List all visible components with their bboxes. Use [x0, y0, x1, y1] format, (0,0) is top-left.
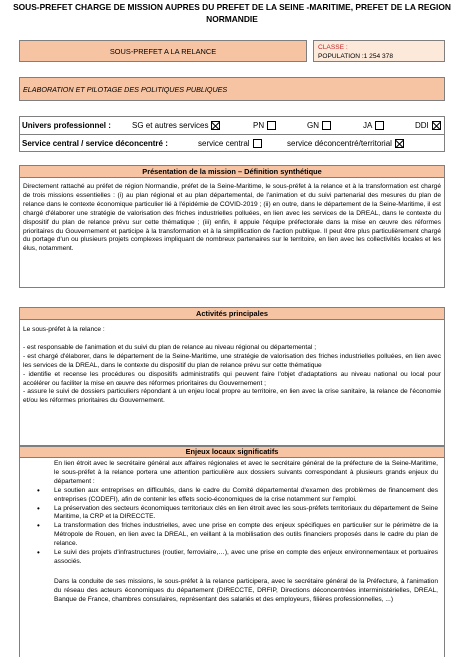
enjeux-title: Enjeux locaux significatifs — [19, 446, 445, 458]
enjeux-list — [54, 487, 438, 567]
activites-item: - assure le suivi de dossiers particuliers répondant à un enjeu local propre au territoire, en lien avec la crise sanitaire, la relance de l'économie et/ou les réformes prioritaires du Gouvernement. — [23, 388, 441, 405]
presentation-title: Présentation de la mission – Définition synthétique — [19, 165, 445, 178]
activites-body — [19, 320, 445, 446]
population-value: POPULATION :1 254 378 — [318, 53, 394, 60]
enjeux-bullet: • La préservation des secteurs économiques territoriaux clés en lien étroit avec les sous-préfets territoriaux du département de Seine Maritime, la CRP et la DIRECCTE. — [54, 505, 438, 523]
activites-item: - est responsable de l'animation et du suivi du plan de relance au niveau régional ou départemental ; — [23, 343, 317, 351]
checkbox-central[interactable] — [253, 139, 262, 148]
enjeux-bullet: • Le suivi des projets d'infrastructures (routier, ferroviaire,…), avec une prise en compte des enjeux environnementaux et portuaires associés. — [54, 549, 438, 567]
checkbox-ja[interactable] — [375, 121, 384, 130]
post-title: SOUS-PREFET A LA RELANCE — [109, 46, 217, 56]
checkbox-pn[interactable] — [267, 121, 276, 130]
univers-row — [19, 116, 445, 135]
classe-label: CLASSE : — [318, 44, 348, 51]
univers-option-ddi[interactable]: DDI — [415, 117, 441, 134]
enjeux-bullet: • Le soutien aux entreprises en difficultés, dans le cadre du Comité départemental d'examen des problèmes de financement des entreprises (CODEFI), afin de contenir les effets socio-économiques de la crise notamment sur l'emploi. — [54, 487, 438, 505]
header-line-1: SOUS-PREFET CHARGE DE MISSION AUPRES DU PREFET DE LA SEINE -MARITIME, PREFET DE LA REGION — [13, 2, 451, 12]
enjeux-intro: En lien étroit avec le secrétaire général aux affaires régionales et avec le secrétaire général de la préfecture de la Seine-Maritime, le sous-préfet à la relance portera une attention particulière aux dossiers suivants correspondant à plusieurs grands enjeux du département : — [54, 460, 438, 485]
service-row — [19, 134, 445, 152]
univers-label: Univers professionnel : — [22, 121, 111, 130]
classe-box — [313, 40, 445, 62]
enjeux-closing: Dans la conduite de ses missions, le sous-préfet à la relance participera, avec le secrétaire général de la Préfecture, à l'animation du réseau des acteurs économiques du département (DIRECCTE, DRFIP, Directions déconcentrées interministérielles, DREAL, Banque de France, chambres consulaires, représentant des salariés et des employeurs, filières professionnelles, ...) — [54, 577, 438, 603]
service-option-central[interactable]: service central — [198, 135, 262, 151]
checkbox-sg[interactable] — [211, 121, 220, 130]
post-title-box — [19, 40, 307, 62]
activites-item: - identifie et recense les procédures ou dispositifs administratifs qui peuvent faire l'objet d'adaptations au niveau national ou local pour accélérer ou faciliter la mise en œuvre des réformes prioritaires du Gouvernement ; — [23, 370, 441, 387]
univers-option-sg[interactable]: SG et autres services — [132, 117, 220, 134]
univers-option-pn[interactable]: PN — [253, 117, 276, 134]
document-header — [4, 1, 460, 25]
enjeux-bullet: • La transformation des friches industrielles, avec une prise en compte des enjeux spécifiques en particulier sur le périmètre de la Métropole de Rouen, en lien avec la DREAL, en veillant à la mobilisation des outils financiers proposés dans le cadre du plan de relance. — [54, 522, 438, 549]
enjeux-body — [19, 458, 445, 657]
service-option-deconcentre[interactable]: service déconcentré/territorial — [287, 135, 404, 151]
presentation-body — [19, 178, 445, 288]
activites-item: - est chargé d'élaborer, dans le département de la Seine-Maritime, une stratégie de valorisation des friches industrielles polluées, en lien avec les services de la DREAL, dans le contexte du dispositif du plan de relance prévu sur cette thématique — [23, 352, 441, 369]
header-line-2: NORMANDIE — [206, 14, 258, 24]
presentation-text: Directement rattaché au préfet de région Normandie, préfet de la Seine-Maritime, le sous-préfet à la relance et à la transformation est chargé de trois missions essentielles : (i) au plan régional et au plan départemental, de l'animation et du suivi partenarial des mesures du plan de relance dans le contexte économique particulier lié à l'épidémie de COVID-2019 ; (ii) en outre, dans le département de la Seine-Maritime, il est chargé d'élaborer une stratégie de valorisation des friches industrielles polluées, en lien avec les services de la DREAL, dans le contexte du dispositif du plan de relance prévu sur cette thématique ; (iii) enfin, il appuie l'équipe préfectorale dans la mise en œuvre des réformes prioritaires du Gouvernement et participe à la transformation et à la simplification de l'action publique. Il peut être plus particulièrement chargé du portage d'un ou plusieurs projets complexes impliquant de nombreux partenaires sur le territoire, en lien avec les collectivités locales et les élus, notamment. — [23, 183, 441, 253]
activites-intro: Le sous-préfet à la relance : — [23, 326, 105, 333]
checkbox-ddi[interactable] — [432, 121, 441, 130]
univers-option-ja[interactable]: JA — [363, 117, 384, 134]
domain-box — [19, 77, 445, 101]
checkbox-gn[interactable] — [322, 121, 331, 130]
domain-label: ELABORATION ET PILOTAGE DES POLITIQUES PUBLIQUES — [23, 84, 228, 94]
service-label: Service central / service déconcentré : — [22, 138, 168, 148]
checkbox-deconcentre[interactable] — [395, 139, 404, 148]
univers-option-gn[interactable]: GN — [307, 117, 331, 134]
activites-title: Activités principales — [19, 307, 445, 320]
